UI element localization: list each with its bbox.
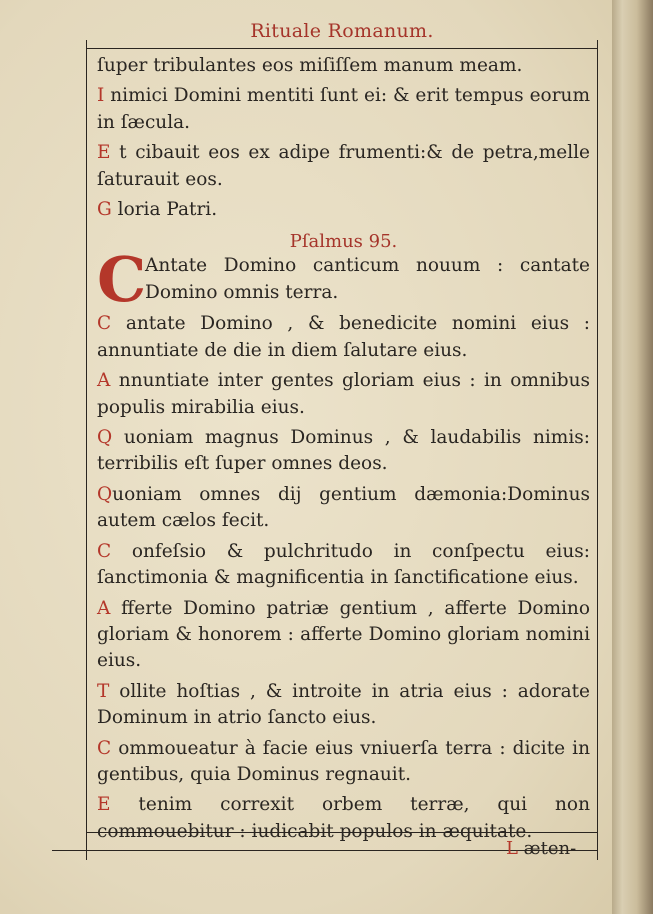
verse-text: nnuntiate inter gentes gloriam eius : in omnibus populis mirabilia eius. — [97, 370, 590, 418]
verse-line — [97, 679, 590, 732]
verse-text: uoniam magnus Dominus , & laudabilis nimis: terribilis eſt ſuper omnes deos. — [97, 427, 590, 475]
verse-initial: Q — [97, 483, 113, 505]
verse-initial: C — [97, 737, 112, 759]
dropcap-verse — [97, 243, 590, 317]
verse-text: Antate Domino canticum nouum : cantate Domino omnis terra. — [145, 255, 590, 303]
verse-line — [97, 425, 590, 478]
facing-page-edge — [612, 0, 653, 914]
frame-left-rule — [86, 40, 87, 860]
verse-initial: I — [97, 85, 105, 107]
verse-text: t cibauit eos ex adipe frumenti:& de petra,melle ſaturauit eos. — [97, 142, 590, 190]
catchword-text: æten- — [517, 838, 577, 859]
catchword-initial: L — [506, 838, 518, 859]
verse-initial: C — [97, 540, 112, 562]
verse-text: fferte Domino patriæ gentium , afferte Domino gloriam & honorem : afferte Domino gloriam nomini eius. — [97, 597, 590, 672]
psalm-title: Pſalmus 95. — [289, 231, 398, 253]
verse-line — [97, 482, 590, 535]
verse-line — [97, 311, 590, 364]
verse-initial: A — [97, 597, 111, 619]
drop-cap-initial: C — [97, 243, 147, 317]
verse-initial: T — [97, 680, 110, 702]
verse-line — [97, 197, 590, 223]
verse-line — [97, 539, 590, 592]
verse-line — [97, 368, 590, 421]
verse-text: loria Patri. — [111, 199, 218, 221]
verse-initial: C — [97, 313, 112, 335]
verse-text: onfeſsio & pulchritudo in conſpectu eius: ſanctimonia & magnificentia in ſanctificatione eius. — [97, 540, 590, 589]
verse-initial: E — [97, 142, 111, 164]
verse-line — [97, 83, 590, 136]
verse-text: nimici Domini mentiti ſunt ei: & erit tempus eorum in ſæcula. — [97, 85, 590, 133]
verse-initial: G — [97, 199, 112, 221]
catchword — [506, 838, 576, 859]
frame-right-rule — [597, 40, 598, 860]
verse-initial: A — [97, 370, 111, 392]
header-rule — [86, 48, 598, 49]
verse-text: antate Domino , & benedicite nomini eius : annuntiate de die in diem ſalutare eius. — [97, 313, 590, 361]
verse-text: uoniam omnes dij gentium dæmonia:Dominus autem cælos fecit. — [97, 483, 590, 532]
verse-text: tenim correxit orbem terræ, qui non commouebitur : iudicabit populos in æquitate. — [97, 794, 590, 842]
verse-text: ſuper tribulantes eos miſiſſem manum meam. — [97, 55, 523, 76]
verse-line — [97, 140, 590, 193]
text-block — [97, 53, 590, 849]
verse-line — [97, 736, 590, 789]
verse-text: ommoueatur à facie eius vniuerſa terra : dicite in gentibus, quia Dominus regnauit. — [97, 737, 590, 785]
verse-text: ollite hoſtias , & introite in atria eius : adorate Dominum in atrio ſancto eius. — [97, 680, 590, 729]
verse-line — [97, 596, 590, 675]
verse-line — [97, 53, 590, 79]
verse-initial: E — [97, 794, 111, 816]
running-head: Rituale Romanum. — [250, 20, 434, 42]
verse-initial: Q — [97, 427, 113, 449]
